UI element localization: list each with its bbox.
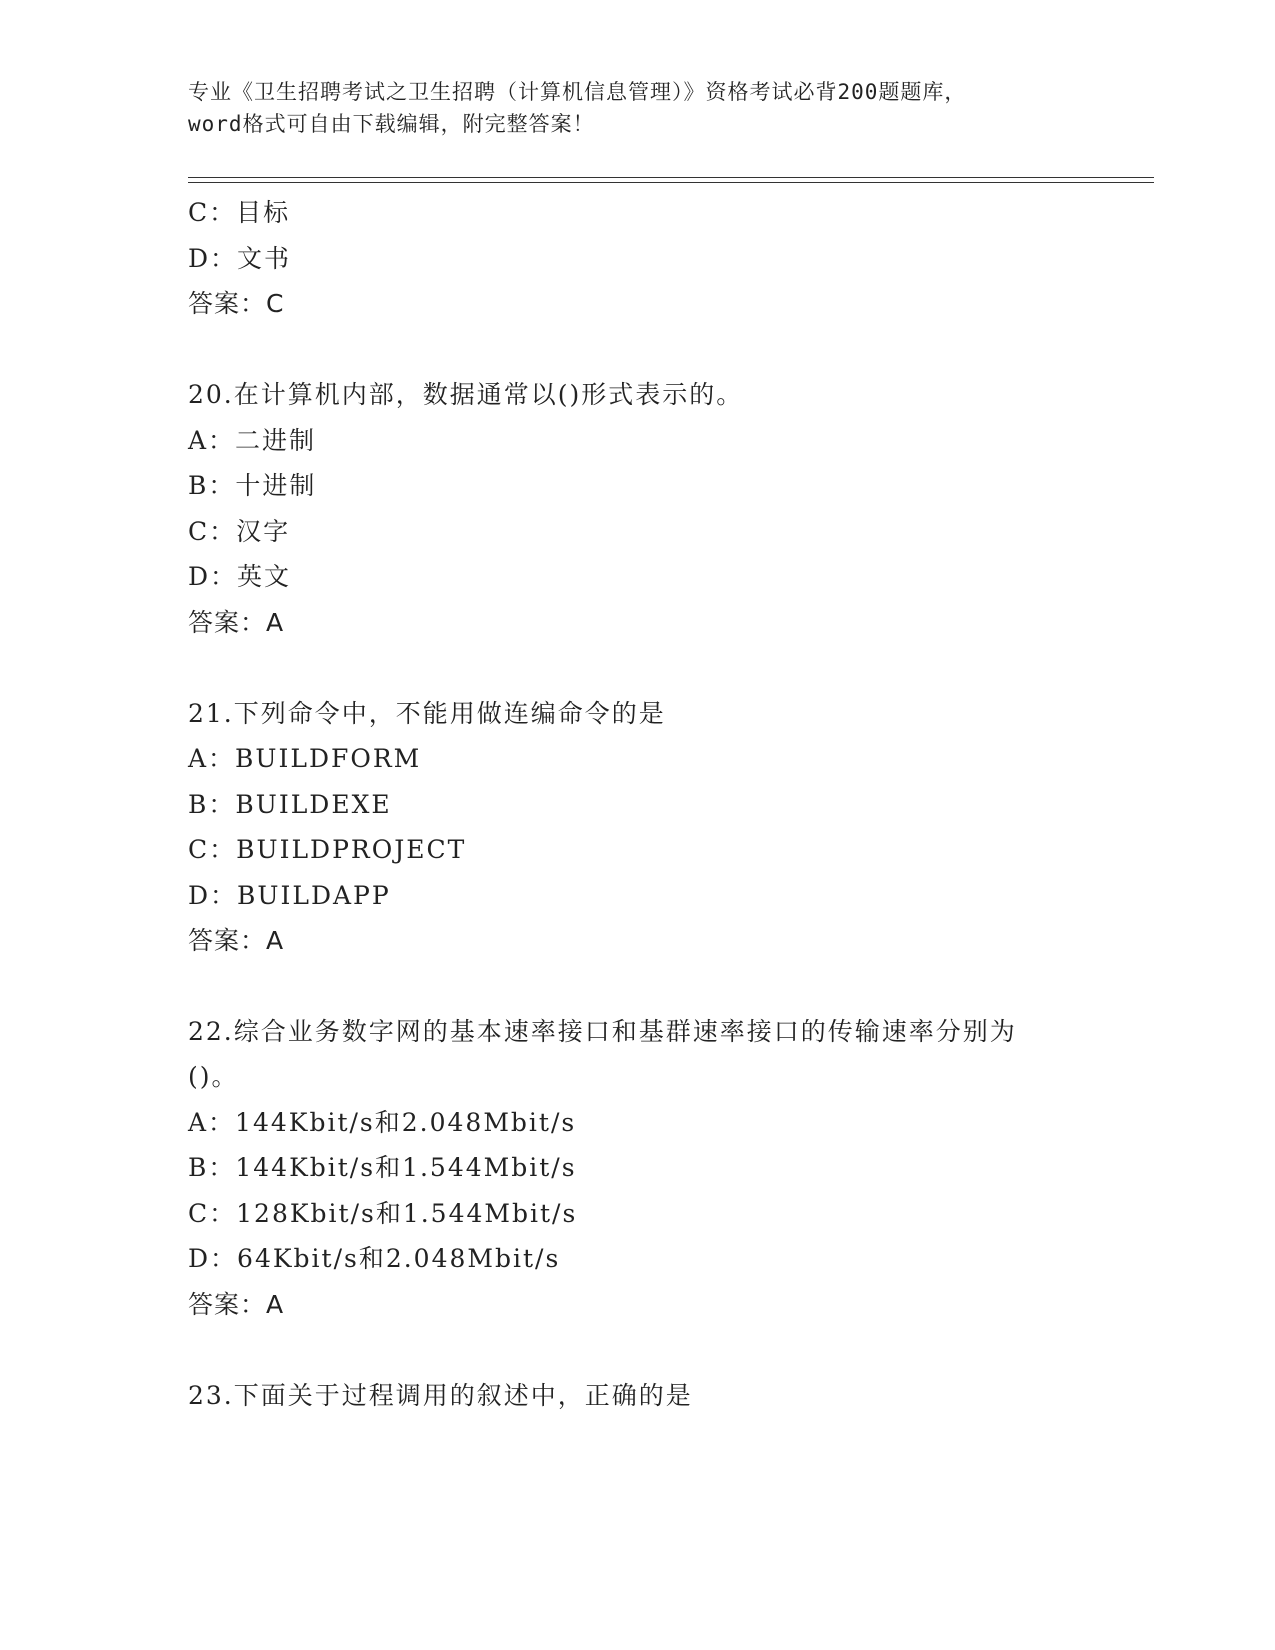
spacer	[188, 964, 1088, 1010]
answer-line: 答案：C	[188, 289, 285, 318]
answer-line: 答案：A	[188, 926, 285, 955]
option-d: D：英文	[188, 562, 292, 591]
answer-line: 答案：A	[188, 607, 285, 637]
header-divider-top	[188, 177, 1154, 178]
option-c: C：汉字	[188, 516, 291, 546]
option-b: B：144Kbit/s和1.544Mbit/s	[188, 1153, 577, 1182]
question-block-22	[188, 1009, 1088, 1327]
question-stem: 22.综合业务数字网的基本速率接口和基群速率接口的传输速率分别为	[188, 1017, 1017, 1046]
question-block-21	[188, 691, 1088, 964]
option-c: C：BUILDPROJECT	[188, 835, 467, 864]
option-b: B：BUILDEXE	[188, 789, 392, 819]
question-stem-continued: ()。	[188, 1062, 239, 1091]
question-stem: 20.在计算机内部，数据通常以()形式表示的。	[188, 380, 744, 409]
document-header	[188, 76, 1088, 140]
answer-line: 答案：A	[188, 1289, 285, 1319]
header-line-1: 专业《卫生招聘考试之卫生招聘（计算机信息管理）》资格考试必背200题题库，	[188, 80, 967, 104]
header-line-2: word格式可自由下载编辑，附完整答案！	[188, 112, 595, 136]
spacer	[188, 327, 1088, 373]
option-d: D：BUILDAPP	[188, 880, 391, 910]
question-block-partial	[188, 190, 1088, 327]
option-d: D：64Kbit/s和2.048Mbit/s	[188, 1244, 561, 1273]
option-a: A：二进制	[188, 425, 317, 455]
question-block-20	[188, 372, 1088, 645]
question-list	[188, 190, 1088, 1418]
spacer	[188, 1327, 1088, 1373]
question-stem: 23.下面关于过程调用的叙述中，正确的是	[188, 1380, 693, 1410]
option-c: C：128Kbit/s和1.544Mbit/s	[188, 1198, 578, 1228]
option-a: A：144Kbit/s和2.048Mbit/s	[188, 1107, 577, 1137]
question-stem: 21.下列命令中，不能用做连编命令的是	[188, 698, 666, 728]
option-b: B：十进制	[188, 471, 317, 500]
header-divider-bottom	[188, 182, 1154, 183]
question-block-23	[188, 1373, 1088, 1419]
spacer	[188, 645, 1088, 691]
option-d: D：文书	[188, 243, 292, 273]
option-c: C：目标	[188, 198, 291, 227]
option-a: A：BUILDFORM	[188, 744, 422, 773]
